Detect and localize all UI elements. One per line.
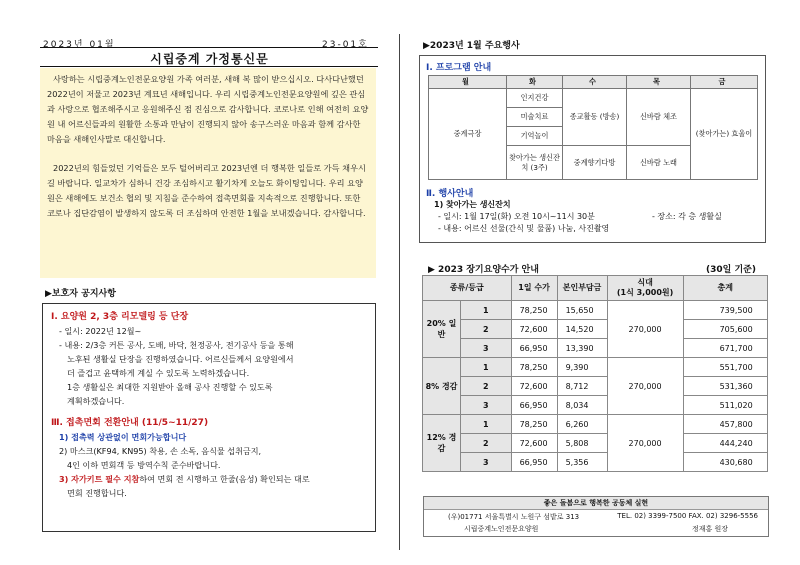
footer-phone: TEL. 02) 3399-7500 FAX. 02) 3296-5556 [617, 512, 758, 520]
fee-grade: 2 [461, 320, 512, 339]
fee-total: 705,600 [683, 320, 767, 339]
col-meal-note: (1식 3,000원) [616, 288, 674, 297]
tue-program-4: 찾아가는 생신잔치 (3주) [507, 146, 563, 180]
col-meal [607, 276, 683, 301]
notice-s1-content-3: 더 즐겁고 윤택하게 계실 수 있도록 노력하겠습니다. [67, 368, 250, 378]
fee-grade: 1 [461, 301, 512, 320]
tue-program-3: 기억놀이 [507, 127, 563, 146]
fee-grade: 3 [461, 453, 512, 472]
fee-grade: 2 [461, 377, 512, 396]
fee-meal: 270,000 [607, 415, 683, 472]
fee-row [423, 453, 768, 472]
fee-grade: 3 [461, 339, 512, 358]
fee-total: 511,020 [683, 396, 767, 415]
column-divider [399, 34, 400, 550]
program-title: Ⅰ. 프로그램 안내 [426, 63, 492, 73]
fee-group-label: 8% 경감 [423, 358, 461, 415]
fee-total: 671,700 [683, 339, 767, 358]
event-subtitle: 1) 찾아가는 생신잔치 [434, 200, 511, 209]
notice-box [42, 303, 376, 532]
footer [423, 496, 769, 537]
fee-copay: 5,356 [557, 453, 607, 472]
notice-s2-item-3b: 면회 진행합니다. [67, 488, 127, 498]
day-wed: 수 [563, 76, 627, 89]
event-time: - 일시: 1월 17일(화) 오전 10시~11시 30분 [438, 212, 595, 221]
fee-row [423, 396, 768, 415]
fee-daily: 66,950 [511, 339, 557, 358]
fee-meal: 270,000 [607, 301, 683, 358]
title-rule [40, 66, 378, 67]
col-total: 총계 [683, 276, 767, 301]
fee-total: 444,240 [683, 434, 767, 453]
notice-heading: ▶보호자 공지사항 [45, 289, 116, 299]
day-tue: 화 [507, 76, 563, 89]
fee-daily: 72,600 [511, 377, 557, 396]
intro-paragraph-2: 2022년의 힘들었던 기억들은 모두 털어버리고 2023년엔 더 행복한 일들로 가득 채우시길 바랍니다. 일교차가 심하니 건강 조심하시고 활기차게 오늘도 화이팅입니다. 우리 요양원은 새해에도 보건소 협의 및 지침을 준수하여 접촉면회를 지속적으로 진행합니다. 또한 코로나 집단감염이 발생하지 않도록 더 조심하며 안전한 1월을 보내겠습니다. 감사합니다. [47, 163, 366, 218]
program-box [419, 55, 766, 243]
fee-row [423, 434, 768, 453]
notice-s1-content-4: 1층 생활실은 최대한 지원받아 올해 공사 진행할 수 있도록 [67, 382, 273, 392]
fri-program: (찾아가는) 효울이 [691, 89, 758, 180]
wed-program-bottom: 중계향기다방 [563, 146, 627, 180]
fee-copay: 9,390 [557, 358, 607, 377]
notice-s2-item-1: 1) 접촉력 상관없이 면회가능합니다 [59, 432, 187, 442]
fee-body [423, 301, 768, 472]
day-mon: 월 [429, 76, 507, 89]
day-thu: 목 [627, 76, 691, 89]
fee-row [423, 358, 768, 377]
issue-number: 23-01호 [322, 40, 369, 50]
fee-meal: 270,000 [607, 358, 683, 415]
fee-total: 531,360 [683, 377, 767, 396]
fee-daily: 78,250 [511, 358, 557, 377]
fee-copay: 6,260 [557, 415, 607, 434]
fee-row [423, 377, 768, 396]
fee-heading: ▶ 2023 장기요양수가 안내 [428, 265, 539, 275]
fee-daily: 78,250 [511, 415, 557, 434]
notice-s2-item-3 [51, 472, 367, 486]
newsletter-title: 시립중계 가정통신문 [150, 52, 269, 66]
fee-group-label: 12% 경감 [423, 415, 461, 472]
fee-copay: 8,034 [557, 396, 607, 415]
events-heading: ▶2023년 1월 주요행사 [423, 41, 520, 51]
fee-daily: 66,950 [511, 396, 557, 415]
fee-row [423, 339, 768, 358]
program-schedule-table [428, 75, 758, 180]
fee-daily: 72,600 [511, 434, 557, 453]
day-fri: 금 [691, 76, 758, 89]
fee-daily: 78,250 [511, 301, 557, 320]
fee-grade: 3 [461, 396, 512, 415]
event-section-title: Ⅱ. 행사안내 [426, 189, 474, 199]
issue-date: 2023년 01월 [43, 40, 116, 50]
footer-org: 시립중계노인전문요양원 [464, 525, 539, 533]
intro-paragraph-1: 사랑하는 시립중계노인전문요양원 가족 여러분, 새해 복 많이 받으십시오. 다사다난했던 2022년이 저물고 2023년 계묘년 새해입니다. 우리 시립중계노인전문요양원에 깊은 관심과 사랑으로 협조해주시고 응원해주신 점 진심으로 감사합니다. 코로나로 인해 여전히 요양원 내 어르신들과의 원활한 소통과 만남이 진행되지 않아 송구스러운 마음과 함께 감사한 마음을 새해인사말로 대신합니다. [47, 74, 369, 144]
col-daily: 1일 수가 [511, 276, 557, 301]
footer-address: (우)01771 서울특별시 노원구 섬밭로 313 [448, 513, 580, 521]
notice-s1-content-5: 계획하겠습니다. [67, 396, 125, 406]
fee-standard: (30일 기준) [706, 265, 756, 275]
header-rule [40, 47, 378, 48]
notice-s1-content-1: - 내용: 2/3층 커튼 공사, 도배, 바닥, 천정공사, 전기공사 등을 통해 [59, 340, 294, 350]
fee-row [423, 320, 768, 339]
notice-s2-item-3-emphasis: 3) 자가키트 필수 지참 [59, 474, 140, 484]
mon-program: 중계극장 [429, 89, 507, 180]
notice-section-2-title: Ⅲ. 접촉면회 전환안내 (11/5~11/27) [51, 418, 209, 428]
event-place: - 장소: 각 층 생활실 [652, 212, 722, 221]
fee-total: 739,500 [683, 301, 767, 320]
tue-program-2: 미술치료 [507, 108, 563, 127]
thu-program-bottom: 신바람 노래 [627, 146, 691, 180]
col-grade: 종류/등급 [423, 276, 512, 301]
fee-copay: 13,390 [557, 339, 607, 358]
fee-copay: 8,712 [557, 377, 607, 396]
notice-s2-item-3-rest: 하여 면회 전 시행하고 한줄(음성) 확인되는 대로 [139, 474, 310, 484]
fee-total: 457,800 [683, 415, 767, 434]
tue-program-1: 인지건강 [507, 89, 563, 108]
fee-total: 430,680 [683, 453, 767, 472]
notice-s1-content-2: 노후된 생활실 단장을 진행하였습니다. 어르신들께서 요양원에서 [67, 354, 294, 364]
fee-row [423, 301, 768, 320]
fee-grade: 1 [461, 415, 512, 434]
notice-s2-item-2b: 4인 이하 면회객 등 방역수칙 준수바랍니다. [67, 460, 221, 470]
fee-copay: 14,520 [557, 320, 607, 339]
footer-slogan: 좋은 돌봄으로 행복한 공동체 실현 [424, 497, 768, 510]
notice-section-1-title: Ⅰ. 요양원 2, 3층 리모델링 등 단장 [51, 312, 189, 322]
fee-grade: 2 [461, 434, 512, 453]
event-content: - 내용: 어르신 선물(간식 및 물품) 나눔, 사진촬영 [438, 224, 610, 233]
fee-total: 551,700 [683, 358, 767, 377]
footer-director: 정재홍 원장 [691, 525, 728, 533]
fee-row [423, 415, 768, 434]
col-copay: 본인부담금 [557, 276, 607, 301]
fee-daily: 72,600 [511, 320, 557, 339]
fee-group-label: 20% 일반 [423, 301, 461, 358]
thu-program-top: 신바람 체조 [627, 89, 691, 146]
notice-s2-item-2a: 2) 마스크(KF94, KN95) 착용, 손 소독, 음식물 섭취금지, [59, 446, 262, 456]
col-meal-label: 식대 [637, 278, 653, 287]
fee-table [422, 275, 768, 472]
fee-copay: 15,650 [557, 301, 607, 320]
intro-message [40, 68, 376, 278]
notice-s1-date: - 일시: 2022년 12월~ [59, 326, 142, 336]
fee-daily: 66,950 [511, 453, 557, 472]
wed-program-top: 종교활동 (방송) [563, 89, 627, 146]
fee-grade: 1 [461, 358, 512, 377]
fee-copay: 5,808 [557, 434, 607, 453]
